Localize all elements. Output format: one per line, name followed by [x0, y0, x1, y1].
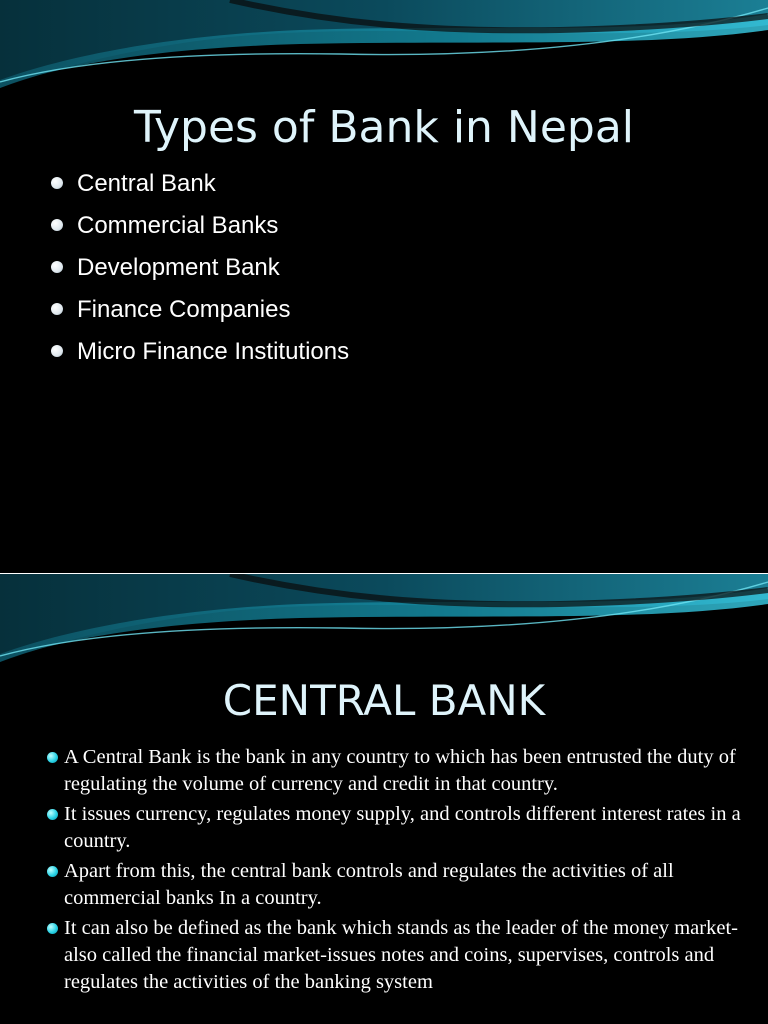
slide-2-wave-banner [0, 574, 768, 669]
list-item [47, 212, 349, 254]
list-item [44, 744, 744, 798]
bullet-icon [47, 809, 58, 820]
list-item [44, 801, 744, 855]
bullet-icon [51, 303, 63, 315]
bullet-icon [47, 866, 58, 877]
list-item [47, 296, 349, 338]
bullet-text: It can also be defined as the bank which stands as the leader of the money market-also called the financial market-issues notes and coins, supervises, controls and regulates the activities of the banking system [64, 917, 738, 993]
list-item [47, 338, 349, 380]
list-item [44, 915, 744, 996]
bullet-icon [47, 752, 58, 763]
bullet-text: A Central Bank is the bank in any country to which has been entrusted the duty of regulating the volume of currency and credit in that country. [64, 746, 736, 795]
list-item [44, 858, 744, 912]
bullet-icon [51, 261, 63, 273]
bullet-icon [47, 923, 58, 934]
slide-2-bullet-list [44, 744, 744, 999]
bullet-text: Micro Finance Institutions [77, 338, 350, 365]
slide-2 [0, 574, 768, 1024]
bullet-text: Apart from this, the central bank controls and regulates the activities of all commercial banks In a country. [64, 860, 674, 909]
slide-1-title: Types of Bank in Nepal [133, 102, 635, 153]
bullet-icon [51, 219, 63, 231]
bullet-text: Central Bank [77, 170, 216, 197]
list-item [47, 170, 349, 212]
slide-1-wave-banner [0, 0, 768, 95]
bullet-icon [51, 177, 63, 189]
slide-1-bullet-list [47, 170, 349, 380]
bullet-text: Finance Companies [77, 296, 291, 323]
slide-2-title: CENTRAL BANK [222, 676, 546, 725]
list-item [47, 254, 349, 296]
bullet-icon [51, 345, 63, 357]
bullet-text: Commercial Banks [77, 212, 279, 239]
bullet-text: It issues currency, regulates money supply, and controls different interest rates in a country. [64, 803, 741, 852]
bullet-text: Development Bank [77, 254, 280, 281]
